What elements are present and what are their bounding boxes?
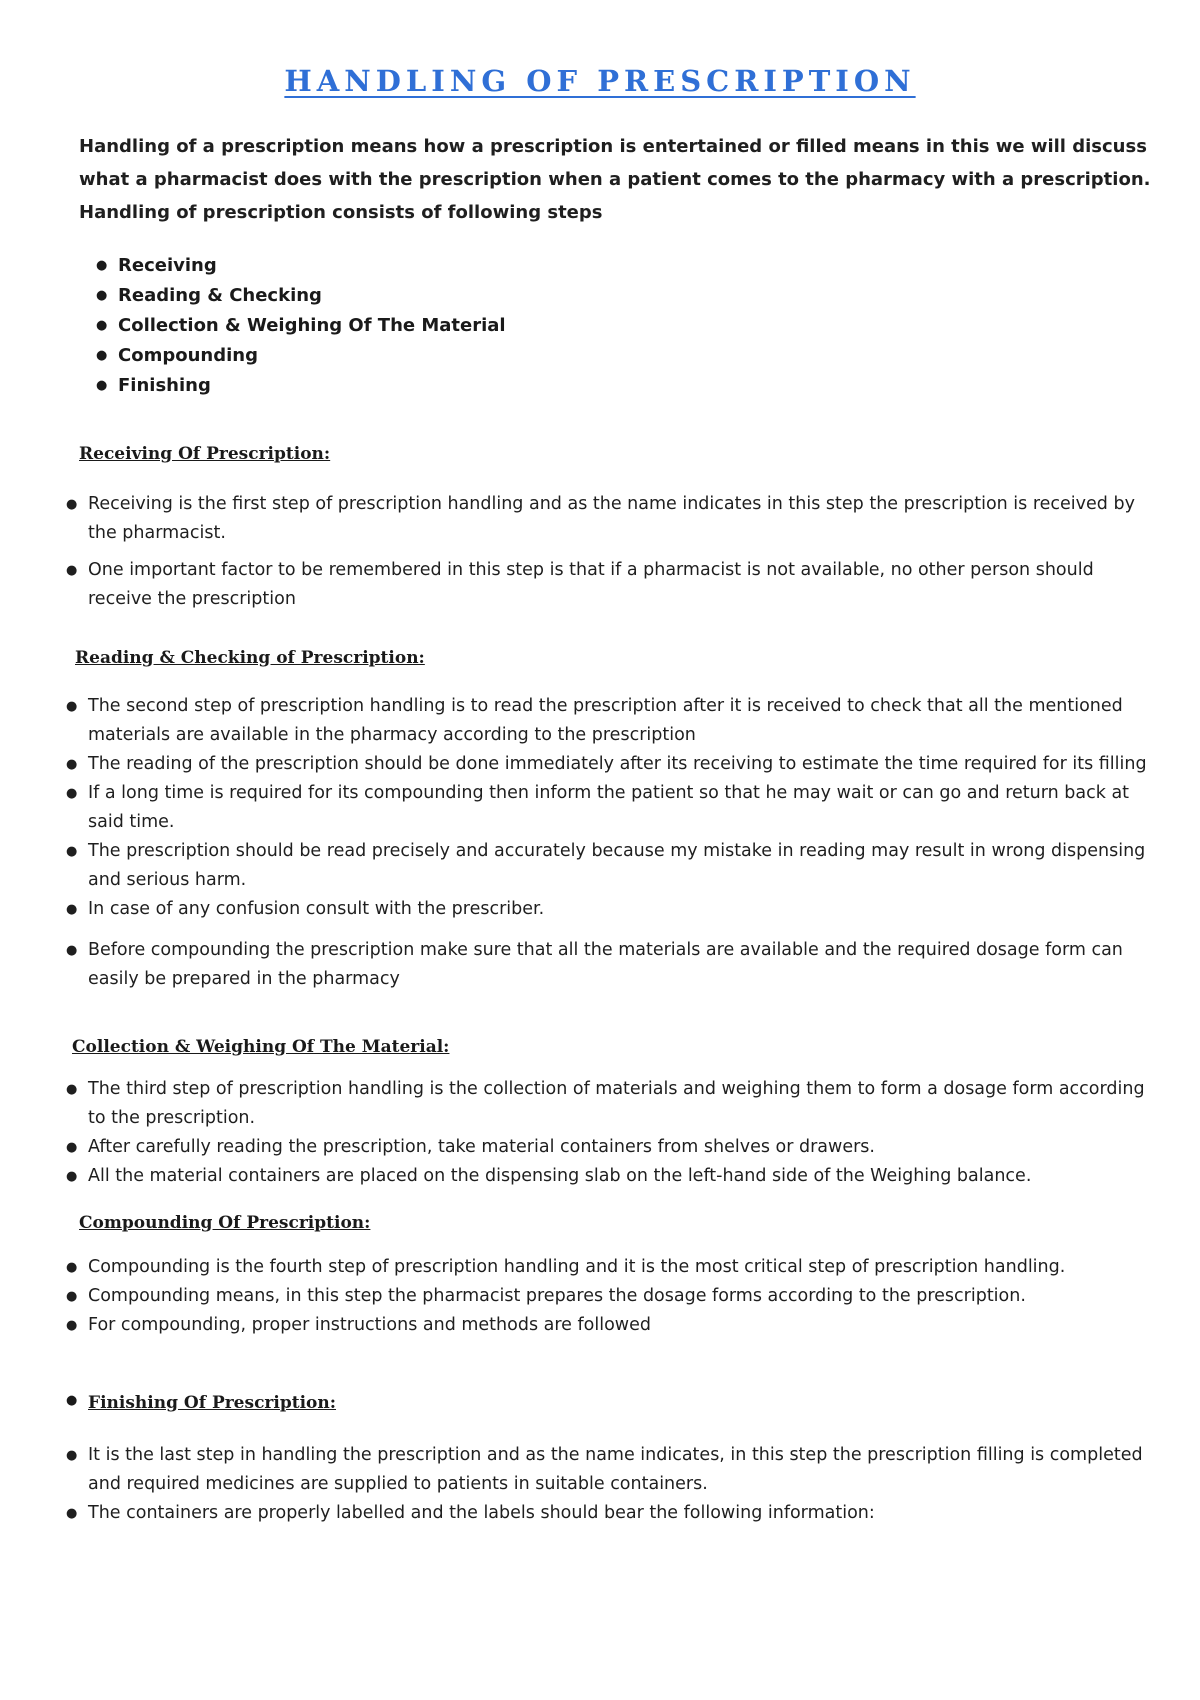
bullet-icon: ●	[66, 1506, 78, 1521]
receiving-heading: Receiving Of Prescription:	[79, 444, 331, 464]
list-item: ● The prescription should be read precisely and accurately because my mistake in reading may result in wrong dispensing and serious harm.	[66, 837, 1156, 895]
bullet-icon: ●	[66, 563, 78, 578]
steps-lead: Handling of prescription consists of following steps	[79, 202, 603, 223]
reading-list	[66, 692, 1156, 994]
bullet-icon: ●	[66, 1140, 78, 1155]
bullet-icon: ●	[66, 844, 78, 859]
finishing-heading-item	[66, 1393, 336, 1413]
intro-paragraph: Handling of a prescription means how a prescription is entertained or filled means in this we will discuss what a pharmacist does with the prescription when a patient comes to the pharmacy with a prescription.	[79, 136, 1151, 190]
bullet-icon: ●	[66, 1260, 78, 1275]
bullet-icon: ●	[66, 1318, 78, 1333]
bullet-icon: ●	[66, 902, 78, 917]
compounding-list	[66, 1253, 1156, 1340]
compounding-heading: Compounding Of Prescription:	[79, 1213, 371, 1233]
bullet-icon: ●	[66, 1169, 78, 1184]
list-item: ● The third step of prescription handling is the collection of materials and weighing them to form a dosage form according to the prescription.	[66, 1075, 1156, 1133]
step-item: ● Receiving	[96, 251, 506, 281]
page-title: HANDLING OF PRESCRIPTION	[284, 64, 916, 98]
bullet-icon: ●	[96, 318, 108, 333]
bullet-icon: ●	[66, 786, 78, 801]
bullet-icon: ●	[66, 1448, 78, 1463]
bullet-icon: ●	[96, 258, 108, 273]
list-item: ● Compounding is the fourth step of prescription handling and it is the most critical step of prescription handling.	[66, 1253, 1156, 1282]
list-item: ● If a long time is required for its compounding then inform the patient so that he may wait or can go and return back at said time.	[66, 779, 1156, 837]
step-item: ● Reading & Checking	[96, 281, 506, 311]
collection-heading: Collection & Weighing Of The Material:	[72, 1037, 450, 1057]
list-item: ● Compounding means, in this step the pharmacist prepares the dosage forms according to the prescription.	[66, 1282, 1156, 1311]
finishing-heading: Finishing Of Prescription:	[88, 1393, 337, 1413]
bullet-icon: ●	[66, 1393, 78, 1408]
bullet-icon: ●	[96, 378, 108, 393]
receiving-list	[66, 490, 1156, 614]
bullet-icon: ●	[96, 348, 108, 363]
list-item: ● For compounding, proper instructions and methods are followed	[66, 1311, 1156, 1340]
bullet-icon: ●	[66, 757, 78, 772]
list-item: ● The reading of the prescription should be done immediately after its receiving to estimate the time required for its filling	[66, 750, 1156, 779]
list-item: ● All the material containers are placed on the dispensing slab on the left-hand side of the Weighing balance.	[66, 1162, 1156, 1191]
step-item: ● Compounding	[96, 341, 506, 371]
intro-block	[79, 130, 1159, 229]
list-item: ● One important factor to be remembered in this step is that if a pharmacist is not available, no other person should receive the prescription	[66, 556, 1156, 614]
list-item: ● The containers are properly labelled and the labels should bear the following information:	[66, 1499, 1156, 1528]
bullet-icon: ●	[66, 1082, 78, 1097]
list-item: ● The second step of prescription handling is to read the prescription after it is received to check that all the mentioned materials are available in the pharmacy according to the prescription	[66, 692, 1156, 750]
collection-list	[66, 1075, 1156, 1191]
list-item: ● It is the last step in handling the prescription and as the name indicates, in this step the prescription filling is completed and required medicines are supplied to patients in suitable containers.	[66, 1441, 1156, 1499]
bullet-icon: ●	[66, 497, 78, 512]
bullet-icon: ●	[66, 1289, 78, 1304]
bullet-icon: ●	[96, 288, 108, 303]
reading-heading: Reading & Checking of Prescription:	[75, 648, 425, 668]
step-item: ● Collection & Weighing Of The Material	[96, 311, 506, 341]
bullet-icon: ●	[66, 943, 78, 958]
bullet-icon: ●	[66, 699, 78, 714]
list-item: ● In case of any confusion consult with the prescriber.	[66, 895, 1156, 924]
list-item: ● After carefully reading the prescription, take material containers from shelves or drawers.	[66, 1133, 1156, 1162]
steps-list	[96, 251, 506, 401]
list-item: ● Before compounding the prescription make sure that all the materials are available and the required dosage form can easily be prepared in the pharmacy	[66, 936, 1156, 994]
step-item: ● Finishing	[96, 371, 506, 401]
list-item: ● Receiving is the first step of prescription handling and as the name indicates in this step the prescription is received by the pharmacist.	[66, 490, 1156, 548]
finishing-list	[66, 1441, 1156, 1528]
